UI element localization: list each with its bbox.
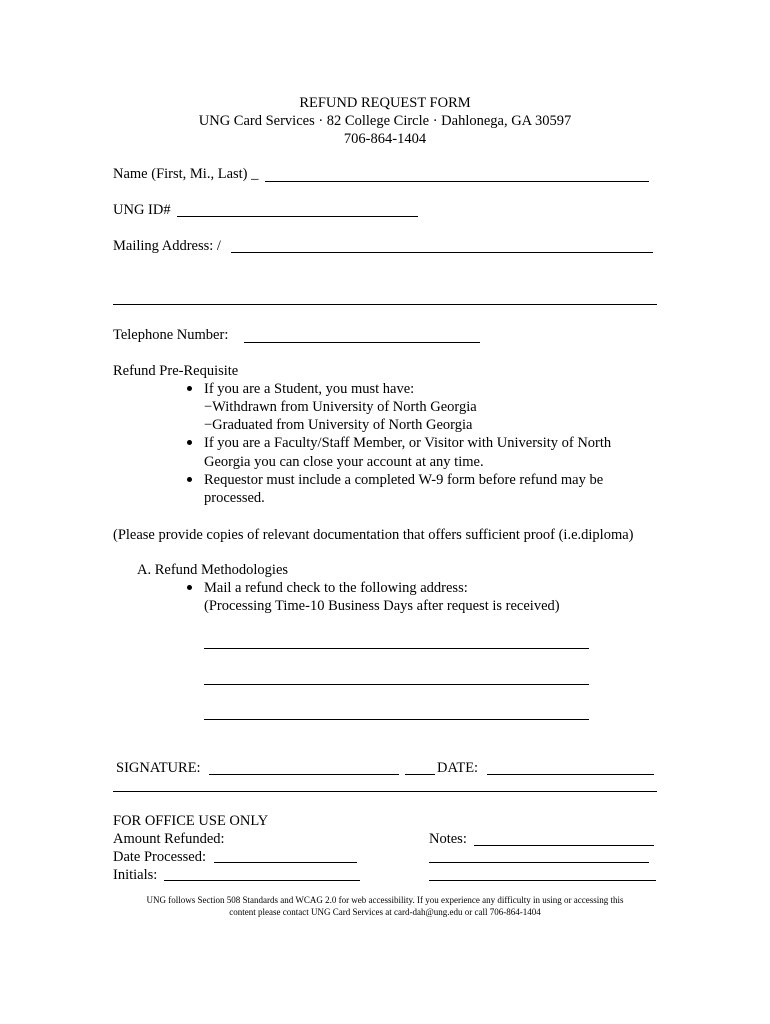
accessibility-note-line2: content please contact UNG Card Services at card-dah@ung.edu or call 706-864-1404 [229, 907, 541, 917]
withdrawn-requirement: −Withdrawn from University of North Georgia [204, 399, 477, 415]
documentation-note: (Please provide copies of relevant documentation that offers sufficient proof (i.e.diploma) [113, 527, 634, 543]
signature-line[interactable] [209, 774, 399, 775]
refund-address-line-1[interactable] [204, 648, 589, 649]
graduated-requirement: −Graduated from University of North Georgia [204, 417, 473, 433]
w9-requirement-line2: processed. [204, 490, 265, 506]
bullet-icon [187, 386, 192, 391]
accessibility-note-line1: UNG follows Section 508 Standards and WCAG 2.0 for web accessibility. If you experience any difficulty in using or accessing this [146, 895, 624, 905]
bullet-icon [187, 585, 192, 590]
initials-label: Initials: [113, 867, 158, 883]
date-processed-line[interactable] [214, 862, 357, 863]
date-line[interactable] [487, 774, 654, 775]
mail-refund-instruction: Mail a refund check to the following address: [204, 580, 468, 596]
processing-time: (Processing Time-10 Business Days after request is received) [204, 598, 560, 614]
methodologies-heading: A. Refund Methodologies [137, 562, 289, 578]
telephone-line[interactable] [244, 342, 480, 343]
name-label: Name (First, Mi., Last) _ [113, 166, 259, 182]
amount-refunded-label: Amount Refunded: [113, 831, 225, 847]
date-label: DATE: [437, 760, 479, 776]
faculty-requirement-line2: Georgia you can close your account at any time. [204, 454, 484, 470]
student-requirement: If you are a Student, you must have: [204, 381, 415, 397]
form-address: UNG Card Services · 82 College Circle · Dahlonega, GA 30597 [198, 113, 572, 129]
telephone-label: Telephone Number: [113, 327, 229, 343]
mailing-address-line-2[interactable] [113, 304, 657, 305]
signature-date-gap-line [405, 774, 435, 775]
faculty-requirement-line1: If you are a Faculty/Staff Member, or Visitor with University of North [204, 435, 612, 451]
initials-line[interactable] [164, 880, 360, 881]
bullet-icon [187, 440, 192, 445]
notes-line-1[interactable] [474, 845, 654, 846]
w9-requirement-line1: Requestor must include a completed W-9 form before refund may be [204, 472, 604, 488]
mailing-address-line-1[interactable] [231, 252, 653, 253]
form-phone: 706-864-1404 [343, 131, 427, 147]
office-use-heading: FOR OFFICE USE ONLY [113, 813, 269, 829]
ung-id-line[interactable] [177, 216, 418, 217]
refund-address-line-2[interactable] [204, 684, 589, 685]
mailing-address-label: Mailing Address: / [113, 238, 221, 254]
date-processed-label: Date Processed: [113, 849, 207, 865]
section-divider [113, 791, 657, 792]
bullet-icon [187, 477, 192, 482]
form-title: REFUND REQUEST FORM [299, 95, 471, 111]
refund-address-line-3[interactable] [204, 719, 589, 720]
notes-line-3[interactable] [429, 880, 656, 881]
name-line[interactable] [265, 181, 649, 182]
ung-id-label: UNG ID# [113, 202, 171, 218]
signature-label: SIGNATURE: [116, 760, 201, 776]
notes-label: Notes: [429, 831, 467, 847]
notes-line-2[interactable] [429, 862, 649, 863]
prerequisite-heading: Refund Pre-Requisite [113, 363, 239, 379]
